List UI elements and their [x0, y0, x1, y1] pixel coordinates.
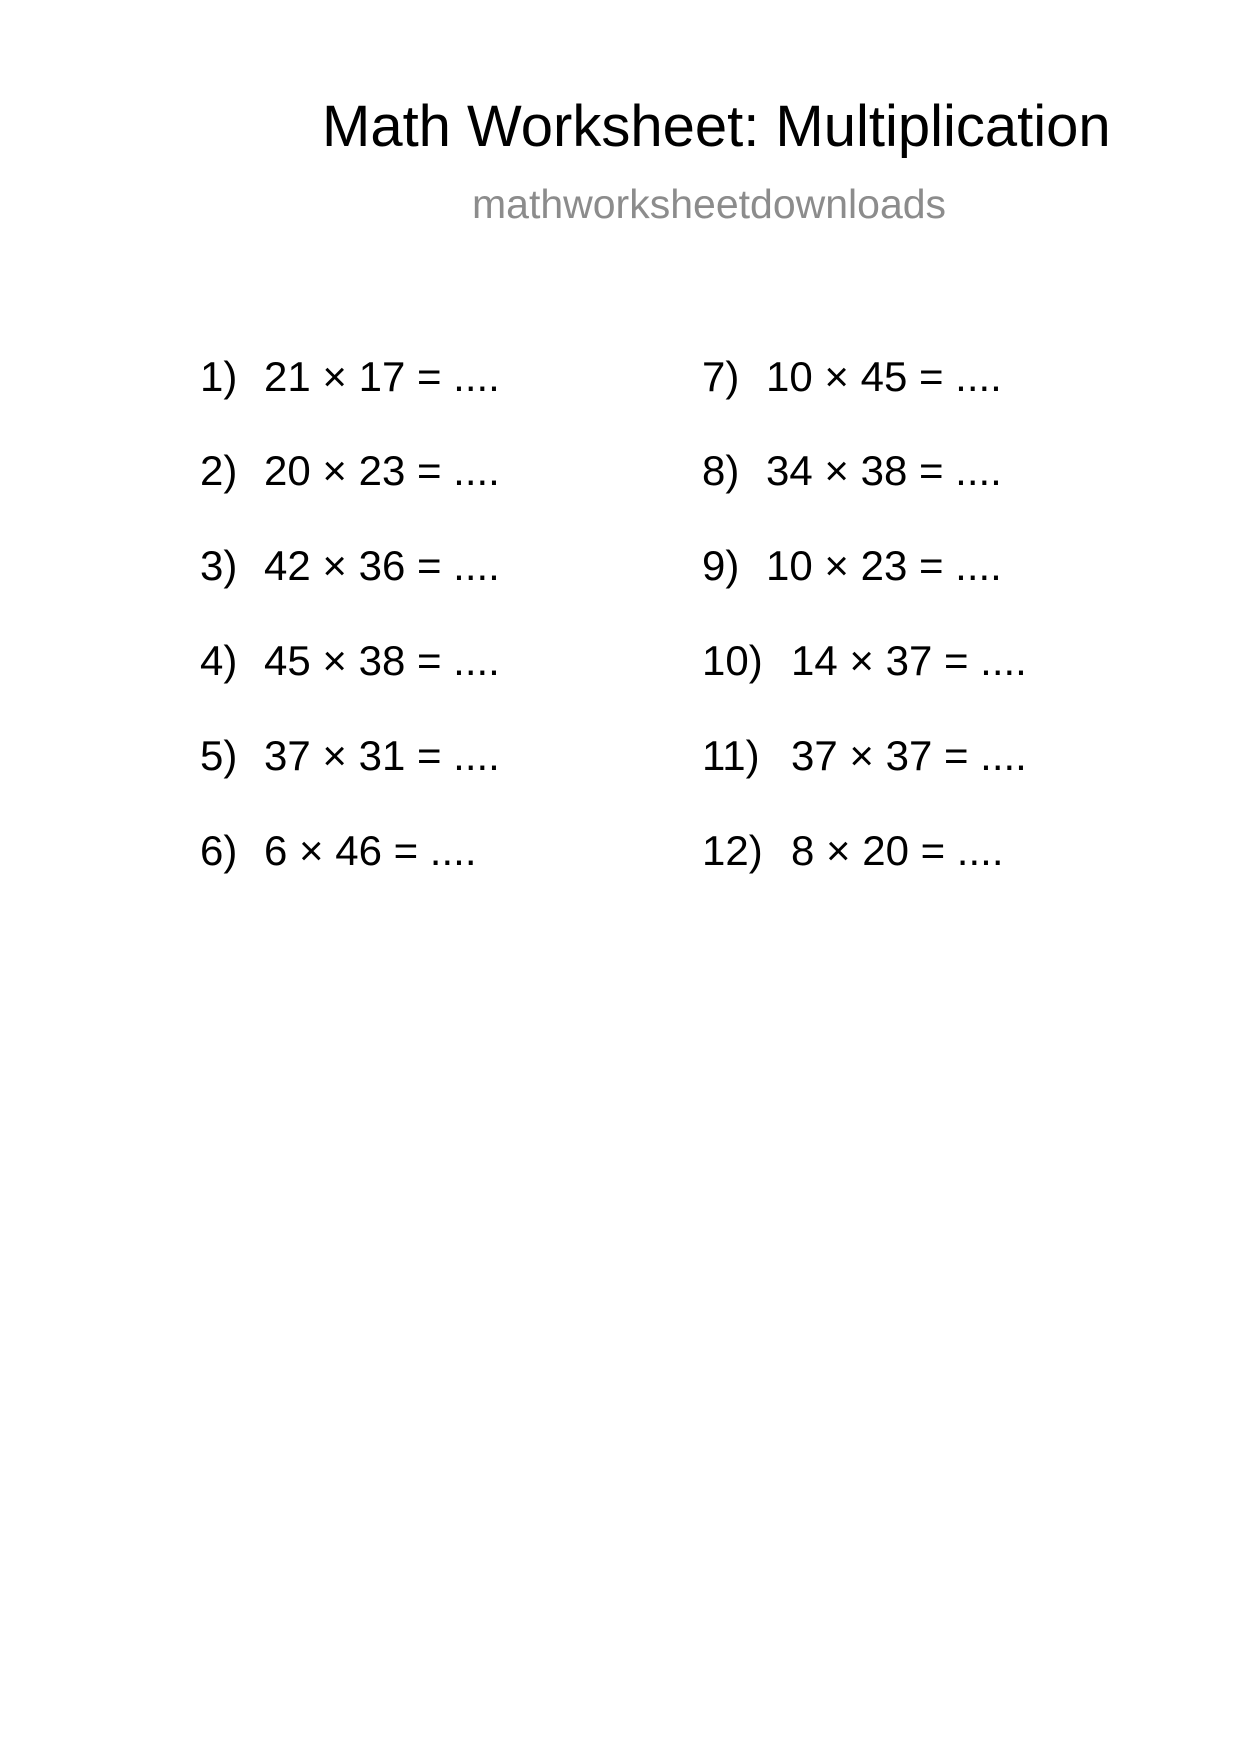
problem-expression: 6 × 46 = ....	[264, 827, 477, 874]
problem-expression: 20 × 23 = ....	[264, 447, 500, 494]
problem-4	[200, 637, 500, 684]
problem-expression: 10 × 23 = ....	[766, 542, 1002, 589]
problem-12	[702, 827, 1004, 874]
worksheet-title: Math Worksheet: Multiplication	[322, 94, 1111, 159]
problem-expression: 10 × 45 = ....	[766, 353, 1002, 400]
problem-expression: 21 × 17 = ....	[264, 353, 500, 400]
problem-number: 3)	[200, 542, 238, 589]
problem-expression: 37 × 37 = ....	[791, 732, 1027, 779]
problem-number: 9)	[702, 542, 740, 589]
problem-number: 10)	[702, 637, 763, 684]
problem-6	[200, 827, 477, 874]
problem-number: 12)	[702, 827, 763, 874]
problem-number: 6)	[200, 827, 238, 874]
problem-expression: 42 × 36 = ....	[264, 542, 500, 589]
problem-expression: 37 × 31 = ....	[264, 732, 500, 779]
problem-5	[200, 732, 500, 779]
problem-10	[702, 637, 1027, 684]
problem-number: 2)	[200, 447, 238, 494]
problem-number: 11)	[702, 732, 760, 779]
problem-expression: 34 × 38 = ....	[766, 447, 1002, 494]
problem-7	[702, 353, 1002, 400]
problem-expression: 45 × 38 = ....	[264, 637, 500, 684]
problem-number: 4)	[200, 637, 238, 684]
problem-number: 5)	[200, 732, 238, 779]
problem-2	[200, 447, 500, 494]
problem-number: 8)	[702, 447, 740, 494]
problem-8	[702, 447, 1002, 494]
problem-expression: 14 × 37 = ....	[791, 637, 1027, 684]
problem-3	[200, 542, 500, 589]
problem-number: 1)	[200, 353, 238, 400]
problem-11	[702, 732, 1027, 779]
problem-number: 7)	[702, 353, 740, 400]
worksheet-subtitle: mathworksheetdownloads	[472, 181, 947, 227]
problem-1	[200, 353, 500, 400]
problem-9	[702, 542, 1002, 589]
problem-expression: 8 × 20 = ....	[791, 827, 1004, 874]
